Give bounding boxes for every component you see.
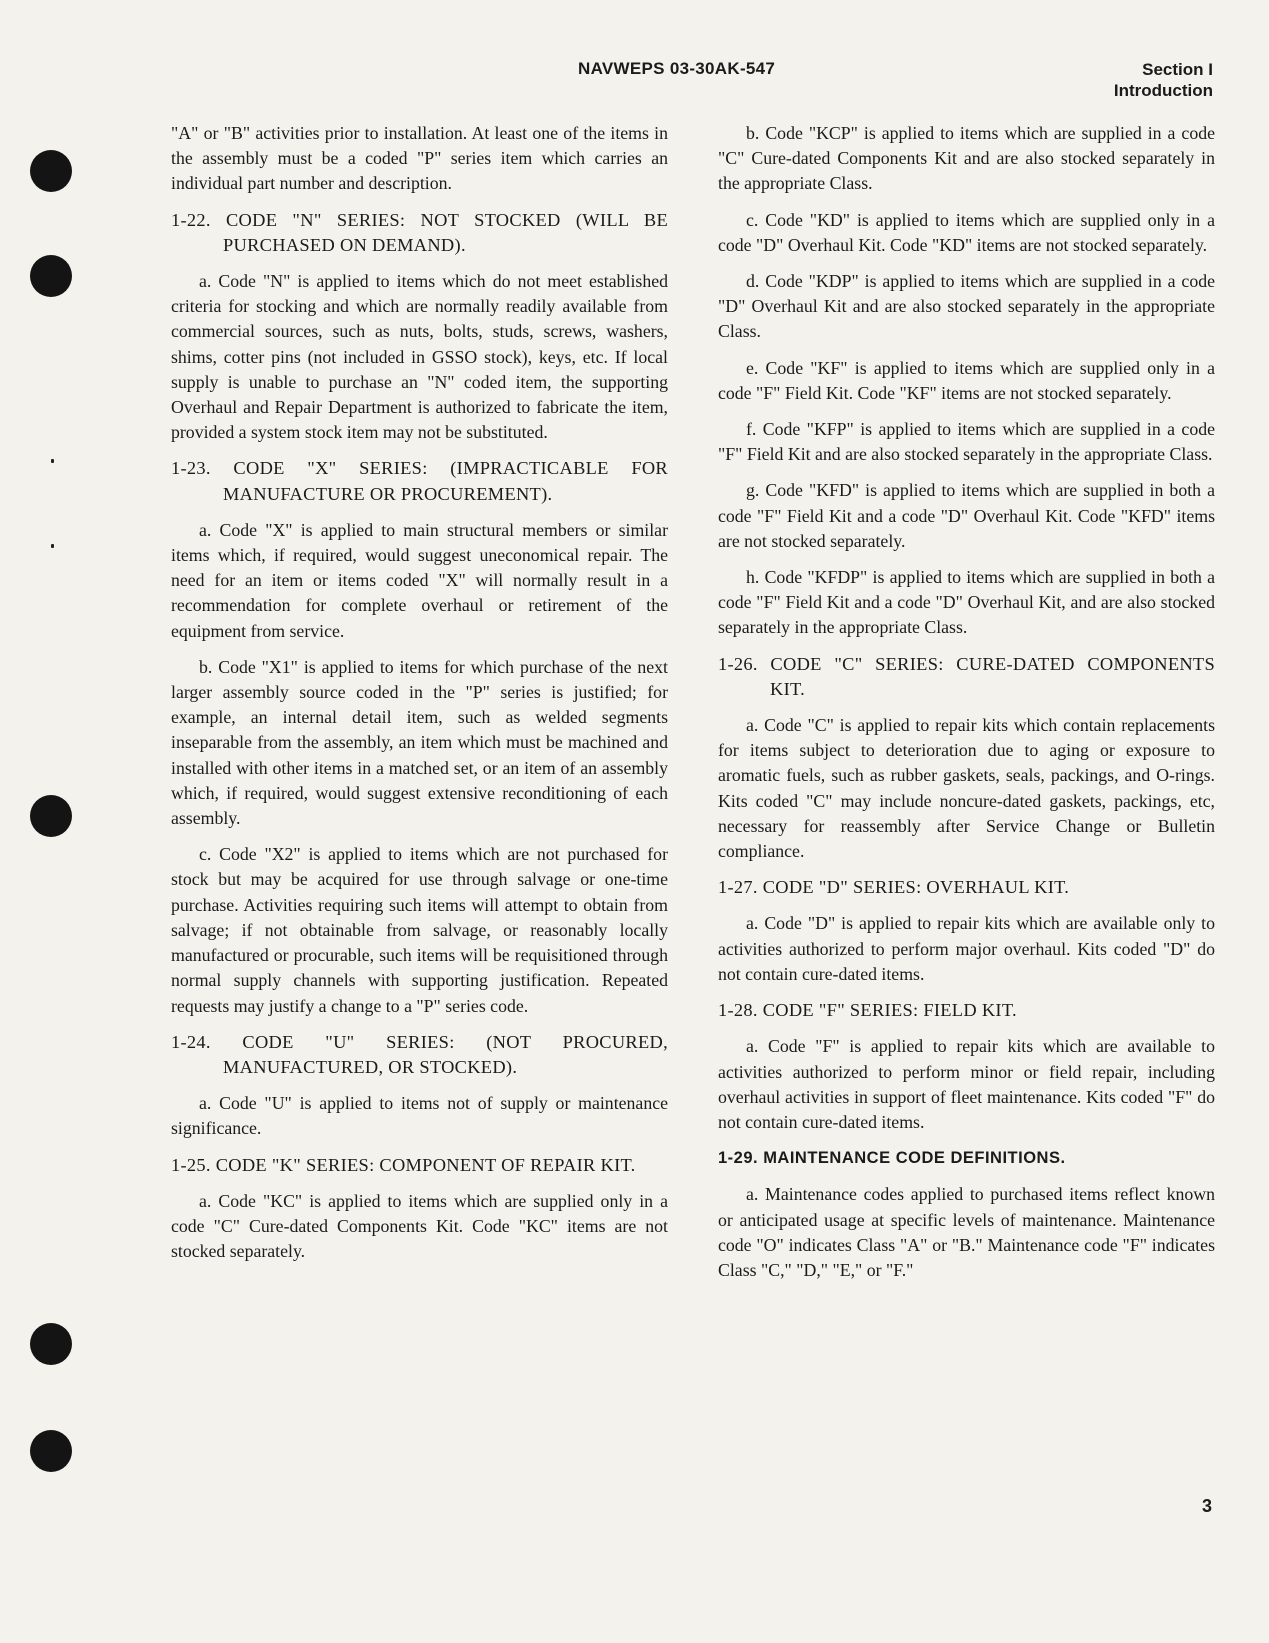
paragraph: c. Code "KD" is applied to items which are supplied only in a code "D" Overhaul Kit. Code "KD" items are not stocked separately. — [718, 209, 1215, 255]
paragraph: f. Code "KFP" is applied to items which are supplied in a code "F" Field Kit and are also stocked separately in the appropriate Class. — [718, 419, 1215, 465]
section-heading: 1-23. CODE "X" SERIES: (IMPRACTICABLE FOR MANUFACTURE OR PROCUREMENT). — [171, 458, 668, 504]
paragraph: "A" or "B" activities prior to installation. At least one of the items in the assembly must be a coded "P" series item which carries an individual part number and description. — [171, 123, 668, 194]
section-heading: 1-29. MAINTENANCE CODE DEFINITIONS. — [718, 1149, 1066, 1168]
section-heading: 1-22. CODE "N" SERIES: NOT STOCKED (WILL BE PURCHASED ON DEMAND). — [171, 209, 668, 255]
paragraph: a. Code "F" is applied to repair kits which are available to activities authorized to perform minor or field repair, including overhaul activities in support of fleet maintenance. Kits coded "F" do not contain cure-dated items. — [718, 1036, 1215, 1132]
paragraph: e. Code "KF" is applied to items which are supplied only in a code "F" Field Kit. Code "KF" items are not stocked separately. — [718, 357, 1215, 403]
section-heading: 1-26. CODE "C" SERIES: CURE-DATED COMPONENTS KIT. — [718, 653, 1215, 699]
section-heading: 1-27. CODE "D" SERIES: OVERHAUL KIT. — [718, 877, 1070, 898]
paragraph: c. Code "X2" is applied to items which are not purchased for stock but may be acquired for use through salvage or one-time purchase. Activities requiring such items will attempt to obtain from salvage; if not obtainable from salvage, or reasonably locally manufactured or procurable, such items will be requisitioned through normal supply channels with supporting justification. Repeated requests may justify a change to a "P" series code. — [171, 844, 668, 1016]
paragraph: g. Code "KFD" is applied to items which are supplied in both a code "F" Field Kit and a code "D" Overhaul Kit. Code "KFD" items are not stocked separately. — [718, 480, 1215, 551]
paragraph: b. Code "KCP" is applied to items which are supplied in a code "C" Cure-dated Components Kit and are also stocked separately in the appropriate Class. — [718, 123, 1215, 194]
binder-hole — [30, 150, 72, 192]
section-number: Section I — [1142, 60, 1213, 79]
binder-hole — [30, 1430, 72, 1472]
binder-hole — [30, 1323, 72, 1365]
right-column — [718, 121, 1215, 1294]
scan-speck — [51, 459, 54, 463]
binder-hole — [30, 795, 72, 837]
section-label — [1114, 59, 1213, 101]
section-heading: 1-24. CODE "U" SERIES: (NOT PROCURED, MANUFACTURED, OR STOCKED). — [171, 1031, 668, 1077]
paragraph: b. Code "X1" is applied to items for which purchase of the next larger assembly source coded in the "P" series is justified; for example, an internal detail item, such as welded segments inseparable from the assembly, an item which must be machined and installed with other items in a matched set, or an item of an assembly which, if required, would suggest extensive reconditioning of each assembly. — [171, 656, 668, 829]
section-heading: 1-28. CODE "F" SERIES: FIELD KIT. — [718, 1000, 1017, 1021]
scan-speck — [51, 544, 54, 548]
paragraph: a. Code "KC" is applied to items which are supplied only in a code "C" Cure-dated Components Kit. Code "KC" items are not stocked separately. — [171, 1190, 668, 1262]
binder-hole — [30, 255, 72, 297]
paragraph: h. Code "KFDP" is applied to items which are supplied in both a code "F" Field Kit and a code "D" Overhaul Kit, and are also stocked separately in the appropriate Class. — [718, 567, 1215, 638]
paragraph: a. Code "X" is applied to main structural members or similar items which, if required, would suggest uneconomical repair. The need for an item or items coded "X" will normally result in a recommendation for complete overhaul or retirement of the equipment from service. — [171, 519, 668, 641]
paragraph: a. Code "N" is applied to items which do not meet established criteria for stocking and which are normally readily available from commercial sources, such as nuts, bolts, studs, screws, washers, shims, cotter pins (not included in GSSO stock), keys, etc. If local supply is unable to purchase an "N" coded item, the supporting Overhaul and Repair Department is authorized to fabricate the item, provided a system stock item may not be substituted. — [171, 271, 668, 443]
section-title: Introduction — [1113, 81, 1213, 100]
section-heading: 1-25. CODE "K" SERIES: COMPONENT OF REPAIR KIT. — [171, 1154, 636, 1175]
paragraph: a. Code "U" is applied to items not of supply or maintenance significance. — [171, 1093, 668, 1139]
paragraph: d. Code "KDP" is applied to items which are supplied in a code "D" Overhaul Kit and are also stocked separately in the appropriate Class. — [718, 271, 1215, 342]
page-number: 3 — [1201, 1496, 1212, 1516]
left-column — [171, 121, 668, 1275]
document-number: NAVWEPS 03-30AK-547 — [578, 59, 776, 78]
paragraph: a. Code "D" is applied to repair kits which are available only to activities authorized to perform major overhaul. Kits coded "D" do not contain cure-dated items. — [718, 913, 1215, 984]
paragraph: a. Code "C" is applied to repair kits which contain replacements for items subject to deterioration due to aging or exposure to aromatic fuels, such as rubber gaskets, seals, packings, and O-rings. Kits coded "C" may include noncure-dated gaskets, packings, etc, necessary for reassembly after Service Change or Bulletin compliance. — [718, 715, 1215, 862]
paragraph: a. Maintenance codes applied to purchased items reflect known or anticipated usage at specific levels of maintenance. Maintenance code "O" indicates Class "A" or "B." Maintenance code "F" indicates Class "C," "D," "E," or "F." — [718, 1184, 1215, 1280]
